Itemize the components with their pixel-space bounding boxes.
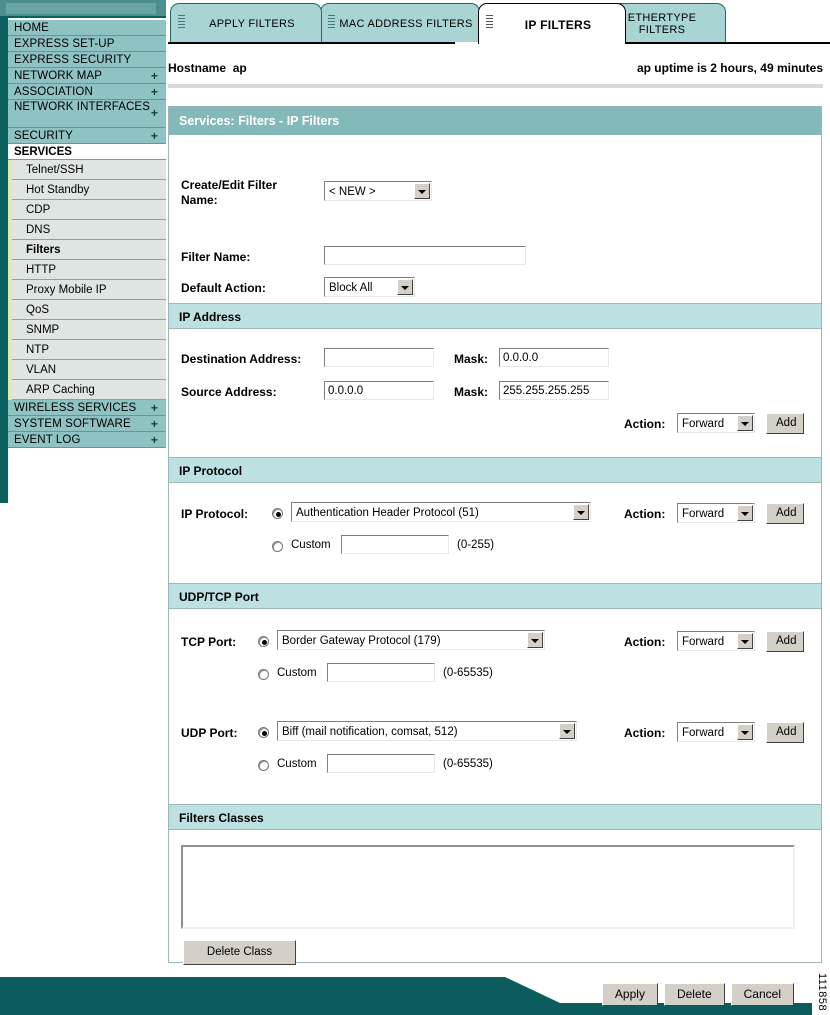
tcp-preset-select[interactable] — [277, 630, 545, 650]
udp-action-label: Action: — [624, 726, 666, 740]
sidebar-item-label: EXPRESS SECURITY — [14, 54, 132, 66]
hostname-text — [168, 61, 247, 75]
sidebar-item-http[interactable] — [12, 260, 166, 280]
udp-preset-radio[interactable] — [258, 727, 269, 738]
source-mask-label: Mask: — [454, 385, 489, 399]
expand-plus-icon: + — [150, 106, 158, 120]
chevron-down-icon — [573, 504, 589, 520]
udp-port-label: UDP Port: — [181, 726, 238, 740]
ip-protocol-custom-label: Custom — [291, 539, 331, 551]
sidebar-item-network-map[interactable] — [8, 68, 166, 84]
ip-protocol-custom-radio[interactable] — [272, 541, 283, 552]
figure-number: 111858 — [816, 972, 828, 1011]
sidebar-item-vlan[interactable] — [12, 360, 166, 380]
destination-mask-input[interactable]: 0.0.0.0 — [499, 348, 609, 367]
section-header-ip-address: IP Address — [169, 303, 821, 329]
sidebar-item-label: HTTP — [26, 264, 57, 276]
sidebar-item-label: QoS — [26, 304, 50, 316]
tab-ip-filters[interactable] — [478, 3, 626, 44]
uptime-text: ap uptime is 2 hours, 49 minutes — [636, 61, 823, 75]
chevron-down-icon — [737, 415, 753, 431]
chevron-down-icon — [737, 633, 753, 649]
sidebar-item-cdp[interactable] — [12, 200, 166, 220]
filter-name-input[interactable] — [324, 246, 526, 265]
tcp-action-label: Action: — [624, 635, 666, 649]
tab-label: MAC ADDRESS FILTERS — [339, 17, 473, 30]
sidebar-left-rail-lower — [0, 473, 8, 503]
sidebar-item-dns[interactable] — [12, 220, 166, 240]
main-panel — [168, 106, 822, 963]
ip-protocol-range-hint: (0-255) — [457, 539, 495, 551]
sidebar-item-label: EXPRESS SET-UP — [14, 38, 115, 50]
tab-label: ETHERTYPE FILTERS — [627, 11, 697, 36]
udp-preset-select[interactable] — [277, 721, 577, 741]
sidebar-item-express-set-up[interactable] — [8, 36, 166, 52]
delete-class-button[interactable]: Delete Class — [183, 940, 296, 965]
sidebar-item-label: NETWORK INTERFACES — [14, 101, 150, 113]
tcp-port-label: TCP Port: — [181, 635, 237, 649]
sidebar-item-label: EVENT LOG — [14, 434, 81, 446]
sidebar-item-snmp[interactable] — [12, 320, 166, 340]
filter-name-label: Filter Name: — [181, 250, 251, 264]
sidebar-left-rail — [0, 18, 8, 473]
create-edit-filter-label: Create/Edit Filter Name: — [181, 178, 278, 207]
destination-address-label: Destination Address: — [181, 352, 302, 366]
ip-address-section — [169, 329, 821, 457]
tab-mac-address-filters[interactable] — [320, 3, 480, 42]
source-address-label: Source Address: — [181, 385, 277, 399]
host-divider — [168, 84, 823, 88]
sidebar-item-security[interactable] — [8, 128, 166, 144]
sidebar-item-home[interactable] — [8, 20, 166, 36]
sidebar-item-express-security[interactable] — [8, 52, 166, 68]
expand-plus-icon: + — [150, 85, 158, 99]
ip-protocol-section — [169, 483, 821, 583]
sidebar-item-wireless-services[interactable] — [8, 400, 166, 416]
tcp-preset-value: Border Gateway Protocol (179) — [282, 635, 441, 647]
expand-plus-icon: + — [150, 129, 158, 143]
section-header-udp-tcp-port: UDP/TCP Port — [169, 583, 821, 609]
sidebar-item-arp-caching[interactable] — [12, 380, 166, 400]
source-mask-input[interactable]: 255.255.255.255 — [499, 381, 609, 400]
tcp-custom-input[interactable] — [327, 663, 435, 682]
sidebar-item-label: Proxy Mobile IP — [26, 284, 107, 296]
sidebar-item-label: Hot Standby — [26, 184, 90, 196]
filters-classes-section — [169, 830, 821, 962]
chevron-down-icon — [527, 632, 543, 648]
section-header-filters-classes: Filters Classes — [169, 804, 821, 830]
destination-mask-label: Mask: — [454, 352, 489, 366]
sidebar-subgroup — [8, 160, 166, 400]
tab-grip-icon — [178, 15, 185, 31]
tcp-custom-label: Custom — [277, 667, 317, 679]
ip-address-action-select[interactable] — [677, 413, 755, 433]
footer — [0, 970, 812, 1015]
expand-plus-icon: + — [150, 69, 158, 83]
ip-protocol-preset-value: Authentication Header Protocol (51) — [296, 507, 479, 519]
sidebar-bottom-fill — [8, 473, 166, 1015]
default-action-label: Default Action: — [181, 281, 266, 295]
sidebar-item-filters[interactable] — [12, 240, 166, 260]
sidebar-item-label: SYSTEM SOFTWARE — [14, 418, 131, 430]
sidebar-item-label: HOME — [14, 22, 49, 34]
expand-plus-icon: + — [150, 417, 158, 431]
destination-address-input[interactable] — [324, 348, 434, 367]
sidebar-item-event-log[interactable] — [8, 432, 166, 448]
ip-protocol-label: IP Protocol: — [181, 507, 249, 521]
ip-protocol-action-label: Action: — [624, 507, 666, 521]
sidebar-item-label: WIRELESS SERVICES — [14, 402, 137, 414]
tab-label: IP FILTERS — [524, 17, 592, 32]
ip-protocol-preset-radio[interactable] — [272, 508, 283, 519]
sidebar-item-services — [8, 144, 166, 160]
expand-plus-icon: + — [150, 433, 158, 447]
sidebar-item-telnet-ssh[interactable] — [12, 160, 166, 180]
sidebar-item-proxy-mobile-ip[interactable] — [12, 280, 166, 300]
udp-custom-radio[interactable] — [258, 760, 269, 771]
tcp-action-value: Forward — [682, 636, 725, 648]
tcp-action-select[interactable] — [677, 631, 755, 651]
source-address-input[interactable]: 0.0.0.0 — [324, 381, 434, 400]
sidebar-item-label: ARP Caching — [26, 384, 95, 396]
ip-address-action-value: Forward — [682, 418, 725, 430]
sidebar-header-bar — [0, 0, 166, 18]
sidebar-item-qos[interactable] — [12, 300, 166, 320]
sidebar-item-label: Telnet/SSH — [26, 164, 84, 176]
sidebar-item-system-software[interactable] — [8, 416, 166, 432]
tab-apply-filters[interactable] — [170, 3, 322, 42]
udp-action-value: Forward — [682, 727, 725, 739]
tab-grip-icon — [486, 15, 493, 31]
udp-action-select[interactable] — [677, 722, 755, 742]
ip-protocol-add-button[interactable]: Add — [766, 503, 804, 524]
tab-strip — [168, 0, 830, 44]
sidebar — [0, 0, 166, 1015]
ip-protocol-preset-select[interactable] — [291, 502, 591, 522]
tab-label: APPLY FILTERS — [209, 17, 295, 30]
sidebar-item-label: NTP — [26, 344, 49, 356]
sidebar-item-network-interfaces[interactable] — [8, 100, 166, 128]
chevron-down-icon — [737, 505, 753, 521]
udp-tcp-section — [169, 609, 821, 804]
create-edit-filter-section — [169, 136, 821, 303]
ip-address-add-button[interactable]: Add — [766, 413, 804, 434]
sidebar-item-label: SNMP — [26, 324, 60, 336]
sidebar-item-hot-standby[interactable] — [12, 180, 166, 200]
delete-button[interactable]: Delete — [664, 983, 725, 1006]
sidebar-item-association[interactable] — [8, 84, 166, 100]
chevron-down-icon — [414, 183, 430, 199]
sidebar-item-label: NETWORK MAP — [14, 70, 102, 82]
default-action-value: Block All — [329, 282, 373, 294]
default-action-select[interactable] — [324, 277, 415, 297]
expand-plus-icon: + — [150, 401, 158, 415]
sidebar-item-label: SECURITY — [14, 130, 73, 142]
ip-protocol-action-value: Forward — [682, 508, 725, 520]
ip-protocol-custom-input[interactable] — [341, 535, 449, 554]
create-edit-filter-value: < NEW > — [329, 186, 376, 198]
sidebar-item-label: SERVICES — [14, 146, 72, 158]
udp-add-button[interactable]: Add — [766, 722, 804, 743]
tcp-add-button[interactable]: Add — [766, 631, 804, 652]
create-edit-filter-select[interactable] — [324, 181, 432, 201]
hostname-value: ap — [232, 61, 247, 75]
sidebar-item-label: CDP — [26, 204, 51, 216]
sidebar-item-label: VLAN — [26, 364, 57, 376]
udp-range-hint: (0-65535) — [443, 758, 493, 770]
tcp-preset-radio[interactable] — [258, 636, 269, 647]
filters-classes-listbox[interactable] — [181, 845, 795, 929]
sidebar-item-label: ASSOCIATION — [14, 86, 93, 98]
hostname-label: Hostname — [168, 61, 227, 75]
udp-custom-input[interactable] — [327, 754, 435, 773]
chevron-down-icon — [397, 279, 413, 295]
sidebar-item-label: DNS — [26, 224, 51, 236]
sidebar-header-inner — [6, 3, 156, 14]
udp-preset-value: Biff (mail notification, comsat, 512) — [282, 726, 458, 738]
host-info-bar — [168, 52, 823, 82]
chevron-down-icon — [559, 723, 575, 739]
cancel-button[interactable]: Cancel — [731, 983, 794, 1006]
page-title: Services: Filters - IP Filters — [169, 107, 821, 136]
footer-button-group — [602, 983, 794, 1006]
section-header-ip-protocol: IP Protocol — [169, 457, 821, 483]
sidebar-item-label: Filters — [26, 244, 61, 256]
chevron-down-icon — [737, 724, 753, 740]
apply-button[interactable]: Apply — [602, 983, 658, 1006]
ip-address-action-label: Action: — [624, 417, 666, 431]
tcp-range-hint: (0-65535) — [443, 667, 493, 679]
tab-grip-icon — [328, 15, 335, 31]
sidebar-item-ntp[interactable] — [12, 340, 166, 360]
sidebar-nav-list — [8, 20, 166, 448]
udp-custom-label: Custom — [277, 758, 317, 770]
tcp-custom-radio[interactable] — [258, 669, 269, 680]
ip-protocol-action-select[interactable] — [677, 503, 755, 523]
